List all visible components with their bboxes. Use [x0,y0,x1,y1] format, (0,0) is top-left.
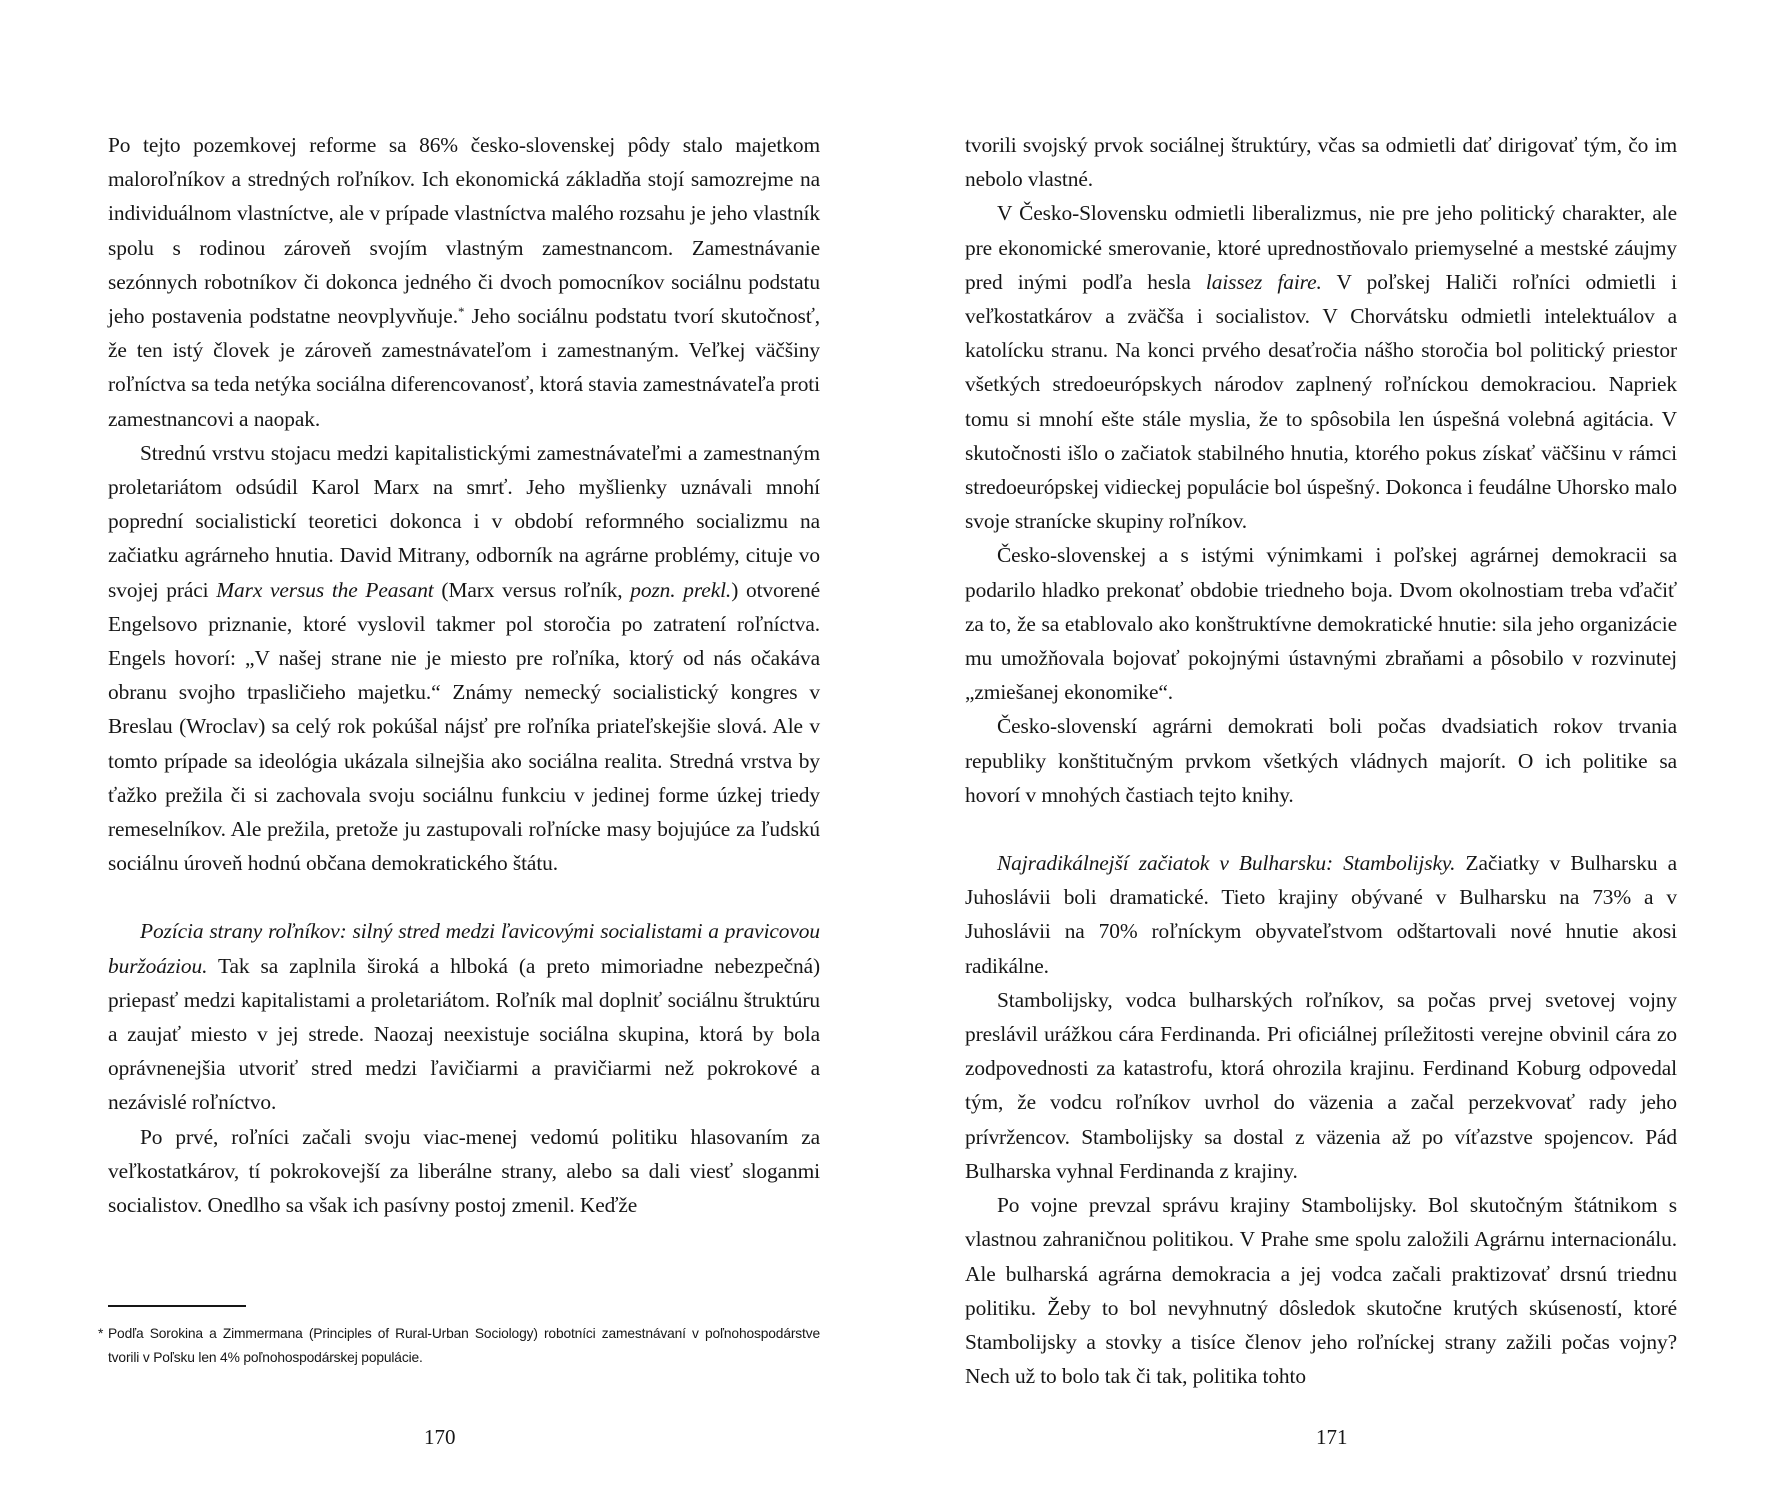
section-text: Tak sa zaplnila široká a hlboká (a preto mimoriadne nebezpečná) priepasť medzi kapitalistami a proletariátom. Roľník mal doplniť sociálnu štruktúru a zaujať miesto v jej strede. Naozaj neexistuje sociálna skupina, ktorá by bola oprávnenejšia utvoriť stred medzi ľavičiarmi a pravičiarmi než pokrokové a nezávislé roľníctvo. [108,953,820,1115]
left-page [108,128,820,1222]
paragraph-liberalism [965,196,1677,538]
paragraph-4: Po prvé, roľníci začali svoju viac-menej vedomú politiku hlasovaním za veľkostatkárov, tí pokrokovejší za liberálne strany, alebo sa dali viesť sloganmi socialistov. Onedlho sa však ich pasívny postoj zmenil. Keďže [108,1124,820,1218]
phrase-laissez-faire: laissez faire. [1205,269,1322,294]
right-page [965,128,1677,1393]
page-number-left: 170 [424,1425,456,1449]
paragraph-class-struggle: Česko-slovenskej a s istými výnimkami i poľskej agrárnej demokracii sa podarilo hladko prekonať obdobie triedneho boja. Dvom okolnostiam treba vďačiť za to, že sa etablovalo ako konštruktívne demokratické hnutie: sila jeho organizácie mu umožňovala bojovať pokojnými ústavnými zbraňami a pôsobilo v rozvinutej „zmiešanej ekonomike“. [965,543,1677,705]
paragraph-2-text: Strednú vrstvu stojacu medzi kapitalistickými zamestnávateľmi a zamestnaným proletariátom odsúdil Karol Marx na smrť. Jeho myšlienky uznávali mnohí poprední socialistickí teoretici dokonca i v období reformného socializmu na začiatku agrárneho hnutia. David Mitrany, odborník na agrárne problémy, cituje vo svojej práci [108,440,820,602]
footnote-marker: * [98,1326,104,1341]
section-paragraph-bulgaria [965,846,1677,983]
paragraph-1-text: Po tejto pozemkovej reforme sa 86% česko-slovenskej pôdy stalo majetkom maloroľníkov a stredných roľníkov. Ich ekonomická základňa stojí samozrejme na individuálnom vlastníctve, ale v prípade vlastníctva malého rozsahu je jeho vlastník spolu s rodinou zároveň svojím vlastným zamestnancom. Zamestnávanie sezónnych robotníkov či dokonca jedného či dvoch pomocníkov sociálnu podstatu jeho postavenia podstatne neovplyvňuje. [108,133,820,329]
translator-note: pozn. prekl. [630,577,732,602]
paragraph-1-continuation: Jeho sociálnu podstatu tvorí skutočnosť, že ten istý človek je zároveň zamestnávateľom i zamestnaným. Veľkej väčšiny roľníctva sa teda netýka sociálna diferencovanosť, ktorá stavia zamestnávateľa proti zamestnancovi a naopak. [108,304,820,431]
book-title: Marx versus the Peasant [216,577,434,602]
paragraph-2-rest: ) otvorené Engelsovo priznanie, ktoré vyslovil takmer pol storočia po zatratení roľníctva. Engels hovorí: „V našej strane nie je miesto pre roľníka, ktorý od nás očakáva obranu svojho trpasličieho majetku.“ Známy nemecký socialistický kongres v Breslau (Wroclav) sa celý rok pokúšal nájsť pre roľníka priateľskejšie slová. Ale v tomto prípade sa ideológia ukázala silnejšia ako sociálna realita. Stredná vrstva by ťažko prežila či si zachovala svoju sociálnu funkciu v jedinej forme úzkej triedy remeselníkov. Ale prežila, pretože ju zastupovali roľnícke masy bojujúce za ľudskú sociálnu úroveň hodnú občana demokratického štátu. [108,577,821,876]
paragraph-liberalism-rest: V poľskej Haliči roľníci odmietli i veľkostatkárov a zväčša i socialistov. V Chorvátsku odmietli intelektuálov a katolícku stranu. Na konci prvého desaťročia nášho storočia bol politický priestor všetkých stredoeurópskych národov zaplnený roľníckou demokraciou. Napriek tomu si mnohí ešte stále myslia, že to spôsobila len úspešná volebná agitácia. V skutočnosti išlo o začiatok stabilného hnutia, ktorého pokus získať väčšinu v rámci stredoeurópskej vidieckej populácie bol úspešný. Dokonca i feudálne Uhorsko malo svoje stranícke skupiny roľníkov. [965,269,1677,534]
page-number-right: 171 [1316,1425,1348,1449]
footnote-divider [108,1305,246,1307]
footnote-text: Podľa Sorokina a Zimmermana (Principles of Rural-Urban Sociology) robotníci zamestnávaní v poľnohospodárstve tvorili v Poľsku len 4% poľnohospodárskej populácie. [108,1326,820,1365]
paragraph-1 [108,128,820,436]
paragraph-majorities: Česko-slovenskí agrárni demokrati boli počas dvadsiatich rokov trvania republiky konštitučným prvkom všetkých vládnych majorít. O ich politike sa hovorí v mnohých častiach tejto knihy. [965,714,1677,807]
footnote-reference: * [457,304,465,320]
section-paragraph [108,914,820,1119]
section-text-bulgaria: Začiatky v Bulharsku a Juhoslávii boli dramatické. Tieto krajiny obývané v Bulharsku na 73% a v Juhoslávii na 70% roľníckym obyvateľstvom odštartovali nové hnutie akosi radikálne. [965,851,1677,978]
footnote [98,1322,820,1370]
section-heading: Pozícia strany roľníkov: silný stred medzi ľavicovými socialistami a pravicovou buržoáziou. [108,919,820,978]
paragraph-liberalism-text: V Česko-Slovensku odmietli liberalizmus, nie pre jeho politický charakter, ale pre ekonomické smerovanie, ktoré uprednostňovalo priemyselné a mestské záujmy pred inými podľa hesla [965,201,1677,294]
paragraph-2-translation: (Marx versus roľník, [441,577,623,602]
paragraph-after-war: Po vojne prevzal správu krajiny Stambolijsky. Bol skutočným štátnikom s vlastnou zahraničnou politikou. V Prahe sme spolu založili Agrárnu internacionálu. Ale bulharská agrárna demokracia a jej vodca začali praktizovať drsnú triednu politiku. Žeby to bol nevyhnutný dôsledok skutočne krutých skúseností, ktoré Stambolijsky a stovky a tisíce členov jeho roľníckej strany zažili počas vojny? Nech už to bolo tak či tak, politika tohto [965,1193,1677,1389]
paragraph-2 [108,436,820,881]
paragraph-stambolijsky: Stambolijsky, vodca bulharských roľníkov, sa počas prvej svetovej vojny preslávil urážkou cára Ferdinanda. Pri oficiálnej príležitosti verejne obvinil cára zo zodpovednosti za katastrofu, ktorá ohrozila krajinu. Ferdinand Koburg odpovedal tým, že vodcu roľníkov uvrhol do väzenia a začal perzekvovať rady jeho prívržencov. Stambolijsky sa dostal z väzenia až po víťazstve spojencov. Pád Bulharska vyhnal Ferdinanda z krajiny. [965,987,1677,1183]
section-heading-bulgaria: Najradikálnejší začiatok v Bulharsku: Stambolijsky. [997,851,1456,876]
paragraph-continued: tvorili svojský prvok sociálnej štruktúry, včas sa odmietli dať dirigovať tým, čo im nebolo vlastné. [965,133,1677,192]
